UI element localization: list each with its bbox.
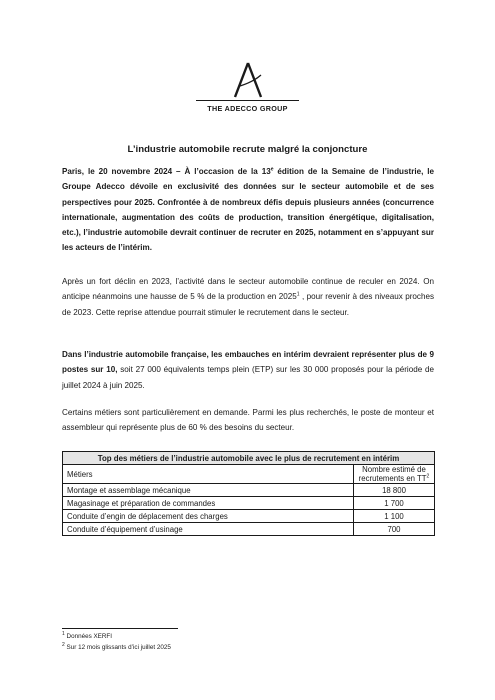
column-header-jobs: Métiers xyxy=(63,465,354,484)
table-row xyxy=(63,484,435,497)
column-header-count: Nombre estimé de recrutements en $TT^2$ xyxy=(354,465,435,484)
footnote-2: $^2$ Sur 12 mois glissants d’ici juillet 2025 xyxy=(62,641,171,651)
footnote-1: $^1$ Données XERFI xyxy=(62,630,113,640)
table-row xyxy=(63,497,435,510)
count-cell: 700 xyxy=(354,523,435,536)
job-cell: Conduite d’équipement d’usinage xyxy=(63,523,354,536)
document-title: L’industrie automobile recrute malgré la conjoncture xyxy=(127,144,368,155)
jobs-paragraph: Certains métiers sont particulièrement en demande. Parmi les plus recherchés, le poste de monteur et assembleur qui représente plus de 60 % des besoins du secteur. xyxy=(62,408,434,433)
hiring-paragraph: Dans l’industrie automobile française, les embauches en intérim devraient représenter plus de 9 postes sur 10, soit 27 000 équivalents temps plein (ETP) sur les 30 000 proposés pour la période de juillet 2024 à juin 2025. xyxy=(62,350,434,390)
job-cell: Magasinage et préparation de commandes xyxy=(63,497,354,510)
logo-text: THE ADECCO GROUP xyxy=(207,104,288,113)
count-cell: 1 700 xyxy=(354,497,435,510)
count-cell: 1 100 xyxy=(354,510,435,523)
footnote-divider xyxy=(62,628,178,629)
count-cell: 18 800 xyxy=(354,484,435,497)
logo-divider xyxy=(196,100,299,101)
job-cell: Conduite d’engin de déplacement des charges xyxy=(63,510,354,523)
table-row xyxy=(63,523,435,536)
table-title: Top des métiers de l’industrie automobile avec le plus de recrutement en intérim xyxy=(63,452,435,465)
adecco-logo-icon xyxy=(225,62,271,98)
table-row xyxy=(63,510,435,523)
intro-paragraph: Paris, le 20 novembre 2024 – À l’occasion de la 13e édition de la Semaine de l’industrie, le Groupe Adecco dévoile en exclusivité des données sur le secteur automobile et de ses perspectives pour 2025. Confrontée à de nombreux défis depuis plusieurs années (concurrence internationale, augmentation des coûts de production, transition énergétique, digitalisation, etc.), l’industrie automobile devrait continuer de recruter en 2025, notamment en s’appuyant sur les acteurs de l’intérim. xyxy=(62,166,434,253)
context-paragraph: Après un fort déclin en 2023, l’activité dans le secteur automobile continue de reculer en 2024. On anticipe néanmoins une hausse de 5 % de la production en 2025$^1$ , pour revenir à des niveaux proches de 2023. Cette reprise attendue pourrait stimuler le recrutement dans le secteur. xyxy=(62,277,435,317)
jobs-table xyxy=(62,451,435,536)
job-cell: Montage et assemblage mécanique xyxy=(63,484,354,497)
